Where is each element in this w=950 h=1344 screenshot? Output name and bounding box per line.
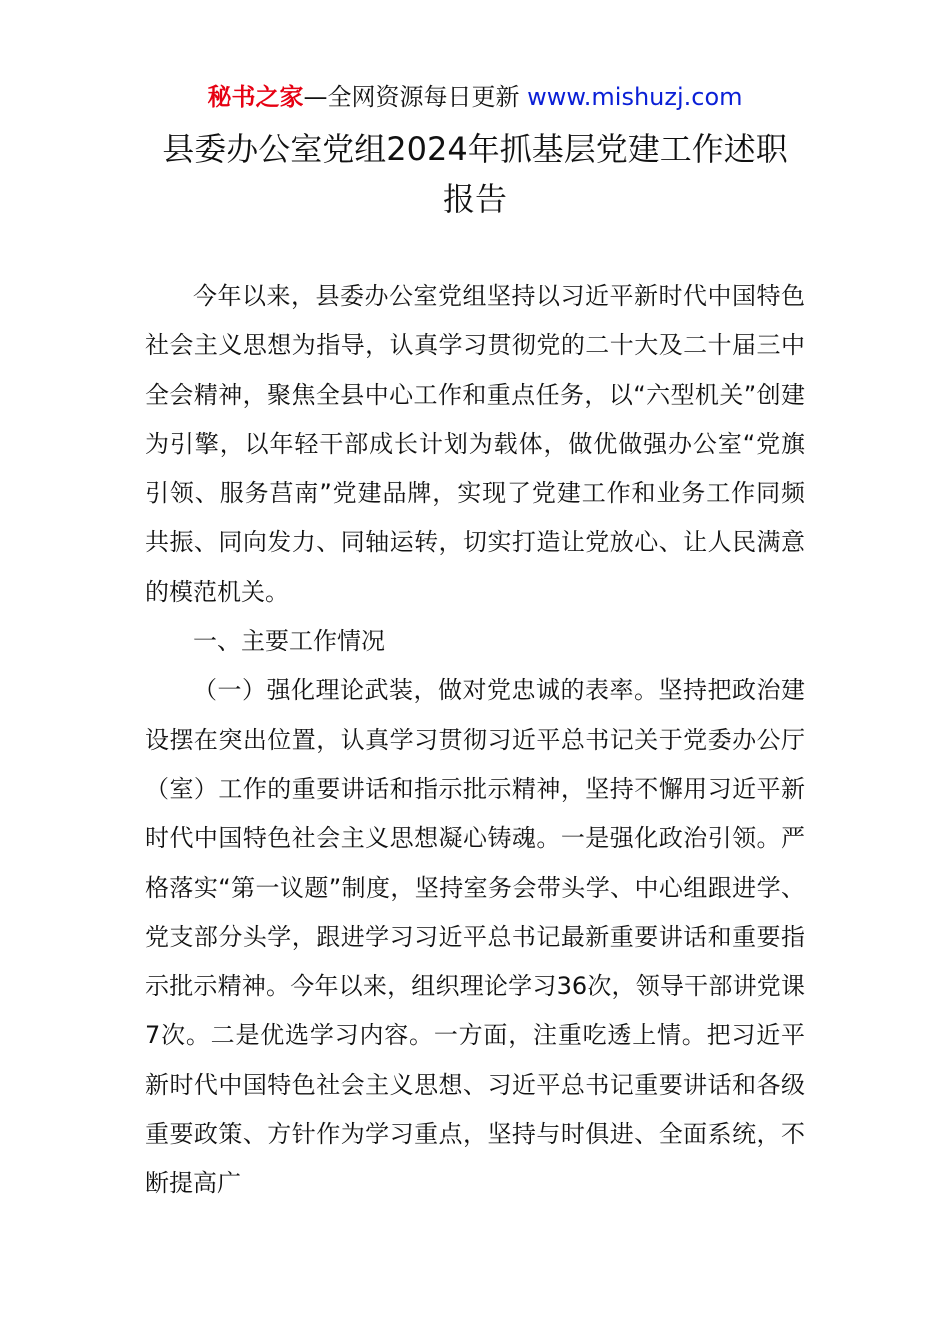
body-paragraph: （一）强化理论武装，做对党忠诚的表率。坚持把政治建设摆在突出位置，认真学习贯彻习近平总书记关于党委办公厅（室）工作的重要讲话和指示批示精神，坚持不懈用习近平新时代中国特色社会主义思想凝心铸魂。一是强化政治引领。严格落实“第一议题”制度，坚持室务会带头学、中心组跟进学、党支部分头学，跟进学习习近平总书记最新重要讲话和重要指示批示精神。今年以来，组织理论学习36次，领导干部讲党课7次。二是优选学习内容。一方面，注重吃透上情。把习近平新时代中国特色社会主义思想、习近平总书记重要讲话和各级重要政策、方针作为学习重点，坚持与时俱进、全面系统，不断提高广 [145, 676, 805, 1198]
section-heading: 一、主要工作情况 [193, 627, 385, 656]
document-body [145, 272, 805, 1209]
document-title-line-1: 县委办公室党组2024年抓基层党建工作述职 [162, 130, 788, 168]
intro-paragraph: 今年以来，县委办公室党组坚持以习近平新时代中国特色社会主义思想为指导，认真学习贯彻党的二十大及二十届三中全会精神，聚焦全县中心工作和重点任务，以“六型机关”创建为引擎，以年轻干部成长计划为载体，做优做强办公室“党旗引领、服务莒南”党建品牌，实现了党建工作和业务工作同频共振、同向发力、同轴运转，切实打造让党放心、让人民满意的模范机关。 [145, 282, 805, 606]
site-url-link[interactable]: www.mishuzj.com [527, 83, 743, 111]
document-title-line-2: 报告 [442, 180, 507, 218]
site-header [0, 80, 950, 114]
site-tagline: —全网资源每日更新 [303, 83, 520, 111]
site-brand: 秘书之家 [207, 83, 304, 111]
document-title [0, 124, 950, 224]
